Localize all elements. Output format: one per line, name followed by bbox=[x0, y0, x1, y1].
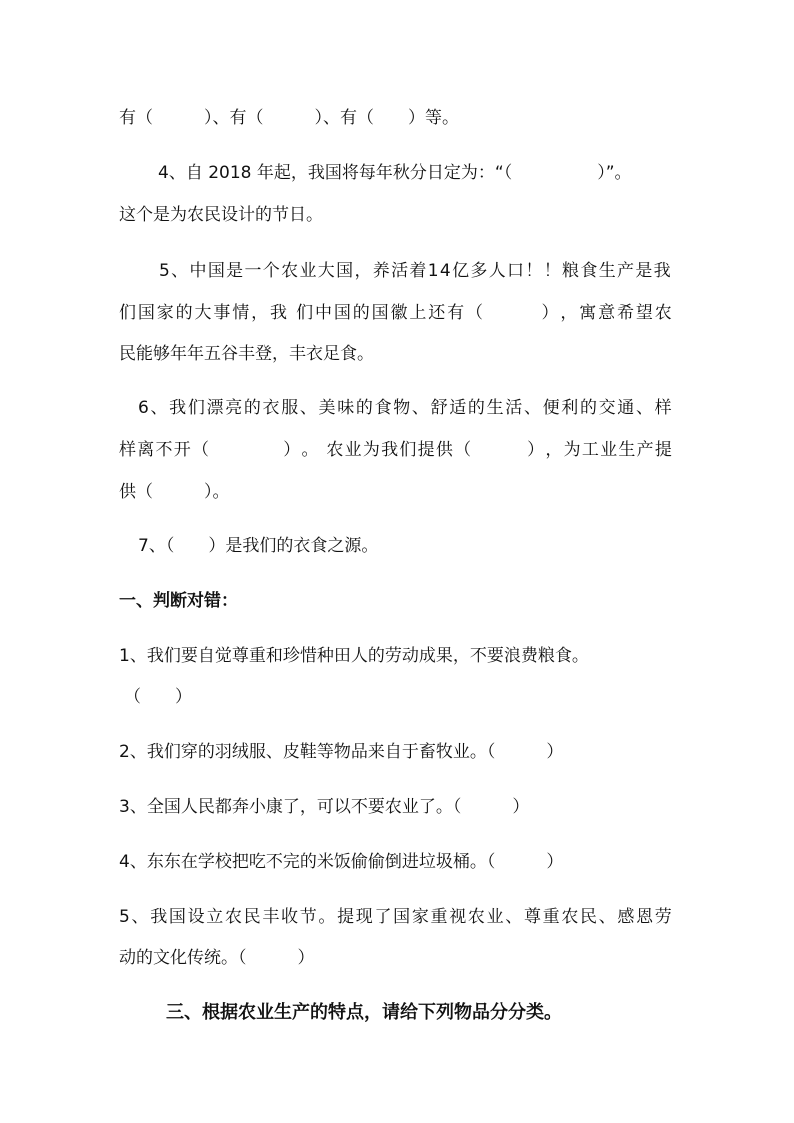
question-5-line-1: 5 、 中 国 是 一 个 农 业 大 国 ， 养 活 着 1 4 亿 多 人 口 ！ ！ 粮 食 生 产 是 我 bbox=[159, 261, 671, 281]
judge-item-1-line-2: （ ） bbox=[124, 687, 192, 707]
question-4-line-2: 这个是为农民设计的节日。 bbox=[119, 205, 323, 225]
judge-item-5-line-2: 动的文化传统。（ ） bbox=[119, 948, 315, 968]
judge-item-3: 3、全国人民都奔小康了，可以不要农业了。（ ） bbox=[119, 797, 530, 817]
question-6-line-2: 样 离 不 开 （ ） 。 农 业 为 我 们 提 供 （ ） ， 为 工 业 生 产 提 bbox=[119, 440, 672, 460]
question-5-line-2: 们 国 家 的 大 事 情 ， 我 们 中 国 的 国 徽 上 还 有 （ ） ， 寓 意 希 望 农 bbox=[119, 303, 672, 323]
question-6-line-3: 供（ ）。 bbox=[119, 482, 230, 502]
question-7: 7、（ ）是我们的衣食之源。 bbox=[138, 536, 379, 556]
judge-section-heading: 一、判断对错： bbox=[119, 591, 238, 611]
judge-item-4: 4、东东在学校把吃不完的米饭偷偷倒进垃圾桶。（ ） bbox=[119, 852, 564, 872]
judge-item-5-line-1: 5 、 我 国 设 立 农 民 丰 收 节 。 提 现 了 国 家 重 视 农 业 、 尊 重 农 民 、 感 恩 劳 bbox=[119, 907, 672, 927]
classify-section-heading: 三、根据农业生产的特点，请给下列物品分分类。 bbox=[166, 1002, 562, 1023]
fill-in-line-1: 有（ ）、有（ ）、有（ ）等。 bbox=[119, 108, 459, 128]
judge-item-2: 2、我们穿的羽绒服、皮鞋等物品来自于畜牧业。（ ） bbox=[119, 742, 564, 762]
question-4-line-1: 4、自 2018 年起，我国将每年秋分日定为：“（ ）”。 bbox=[158, 163, 632, 183]
question-5-line-3: 民能够年年五谷丰登，丰衣足食。 bbox=[119, 344, 374, 364]
judge-item-1-line-1: 1、我们要自觉尊重和珍惜种田人的劳动成果，不要浪费粮食。 bbox=[119, 646, 589, 666]
question-6-line-1: 6 、 我 们 漂 亮 的 衣 服 、 美 味 的 食 物 、 舒 适 的 生 活 、 便 利 的 交 通 、 样 bbox=[138, 398, 672, 418]
